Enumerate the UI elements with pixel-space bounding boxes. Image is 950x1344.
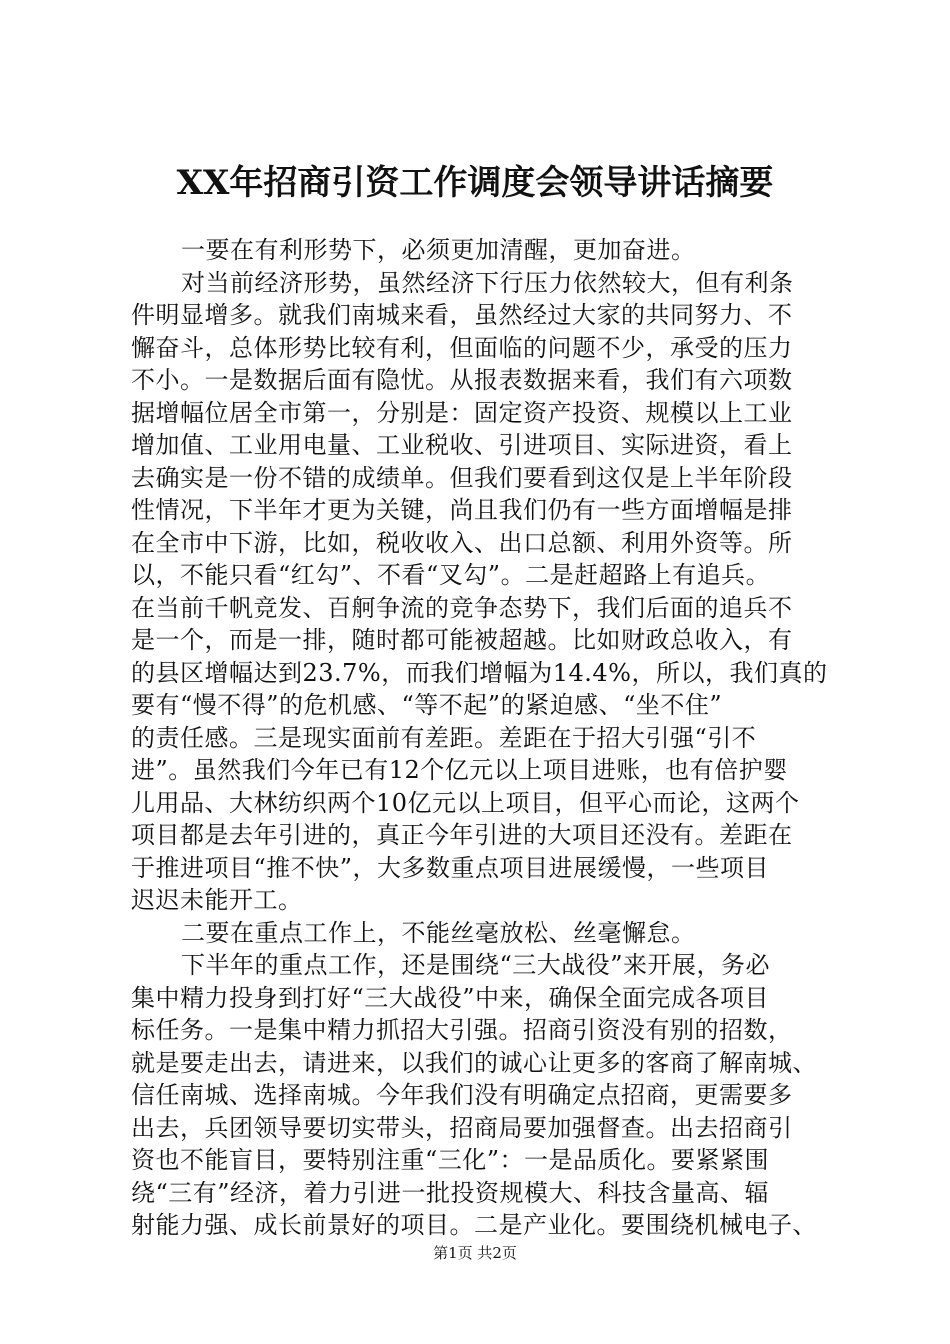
paragraph-line: 儿用品、大林纺织两个10亿元以上项目，但平心而论，这两个 (131, 788, 800, 817)
paragraph-line: 标任务。一是集中精力抓招大引强。招商引资没有别的招数， (131, 1016, 793, 1044)
paragraph-line: 要有“慢不得”的危机感、“等不起”的紧迫感、“坐不住” (131, 691, 723, 719)
paragraph-line: 集中精力投身到打好“三大战役”中来，确保全面完成各项目 (131, 983, 770, 1012)
paragraph-line: 去确实是一份不错的成绩单。但我们要看到这仅是上半年阶段 (131, 463, 793, 492)
paragraph-line: 性情况，下半年才更为关键，尚且我们仍有一些方面增幅是排 (131, 496, 793, 524)
paragraph-line: 信任南城、选择南城。今年我们没有明确定点招商，更需要多 (131, 1081, 793, 1109)
paragraph-line: 在全市中下游，比如，税收收入、出口总额、利用外资等。所 (131, 528, 793, 557)
paragraph-line: 是一个，而是一排，随时都可能被超越。比如财政总收入，有 (131, 626, 793, 654)
paragraph-line: 据增幅位居全市第一，分别是：固定资产投资、规模以上工业 (131, 398, 793, 427)
paragraph-line: 在当前千帆竞发、百舸争流的竞争态势下，我们后面的追兵不 (131, 593, 793, 622)
document-title: XX年招商引资工作调度会领导讲话摘要 (176, 163, 774, 203)
paragraph-line: 下半年的重点工作，还是围绕“三大战役”来开展，务必 (181, 951, 771, 979)
paragraph-line: 绕“三有”经济，着力引进一批投资规模大、科技含量高、辐 (131, 1178, 770, 1207)
paragraph-line: 的县区增幅达到23.7%，而我们增幅为14.4%，所以，我们真的 (131, 658, 828, 687)
paragraph-line: 于推进项目“推不快”，大多数重点项目进展缓慢，一些项目 (131, 853, 770, 882)
paragraph-line: 对当前经济形势，虽然经济下行压力依然较大，但有利条 (181, 268, 794, 297)
paragraph-heading-2: 二要在重点工作上，不能丝毫放松、丝毫懈怠。 (181, 918, 696, 947)
document-body (131, 234, 851, 1242)
paragraph-line: 件明显增多。就我们南城来看，虽然经过大家的共同努力、不 (131, 301, 793, 329)
paragraph-line: 增加值、工业用电量、工业税收、引进项目、实际进资，看上 (131, 431, 793, 459)
paragraph-line: 进”。虽然我们今年已有12个亿元以上项目进账，也有倍护婴 (131, 756, 788, 784)
paragraph-line: 以，不能只看“红勾”、不看“叉勾”。二是赶超路上有追兵。 (131, 561, 771, 589)
paragraph-line: 的责任感。三是现实面前有差距。差距在于招大引强“引不 (131, 723, 757, 752)
paragraph-line: 就是要走出去，请进来，以我们的诚心让更多的客商了解南城、 (131, 1048, 817, 1077)
paragraph-line: 射能力强、成长前景好的项目。二是产业化。要围绕机械电子、 (131, 1211, 817, 1239)
paragraph-line: 资也不能盲目，要特别注重“三化”：一是品质化。要紧紧围 (131, 1146, 770, 1174)
page-number-footer: 第1页 共2页 (433, 1244, 517, 1262)
paragraph-line: 不小。一是数据后面有隐忧。从报表数据来看，我们有六项数 (131, 366, 793, 394)
paragraph-heading-1: 一要在有利形势下，必须更加清醒，更加奋进。 (181, 236, 696, 264)
paragraph-line: 迟迟未能开工。 (131, 886, 303, 914)
paragraph-line: 项目都是去年引进的，真正今年引进的大项目还没有。差距在 (131, 821, 793, 849)
paragraph-line: 懈奋斗，总体形势比较有利，但面临的问题不少，承受的压力 (131, 333, 793, 362)
paragraph-line: 出去，兵团领导要切实带头，招商局要加强督查。出去招商引 (131, 1113, 793, 1142)
